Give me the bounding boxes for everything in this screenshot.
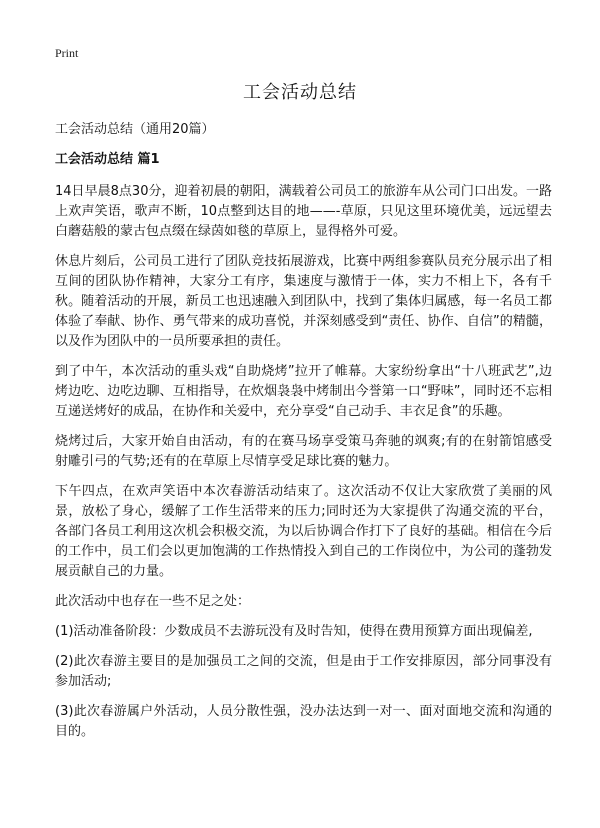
- document-body: [55, 120, 552, 752]
- paragraph-9: (3)此次春游属户外活动，人员分散性强，没办法达到一对一、面对面地交流和沟通的目的。: [55, 704, 552, 739]
- paragraph-8: (2)此次春游主要目的是加强员工之间的交流，但是由于工作安排原因，部分同事没有参加活动;: [55, 654, 552, 689]
- document-subtitle: 工会活动总结（通用20篇）: [55, 122, 215, 137]
- document-title: 工会活动总结: [243, 82, 357, 103]
- print-label: Print: [55, 46, 79, 60]
- section-heading: 工会活动总结 篇1: [55, 152, 160, 167]
- paragraph-6: 此次活动中也存在一些不足之处：: [55, 594, 251, 609]
- paragraph-5: 下午四点，在欢声笑语中本次春游活动结束了。这次活动不仅让大家欣赏了美丽的风景，放松了身心，缓解了工作生活带来的压力;同时还为大家提供了沟通交流的平台，各部门各员工利用这次机会积极交流，为以后协调合作打下了良好的基础。相信在今后的工作中，员工们会以更加饱满的工作热情投入到自己的工作岗位中，为公司的蓬勃发展贡献自己的力量。: [55, 484, 552, 579]
- paragraph-2: 休息片刻后，公司员工进行了团队竞技拓展游戏，比赛中两组参赛队员充分展示出了相互间的团队协作精神，大家分工有序，集速度与激情于一体，实力不相上下，各有千秋。随着活动的开展，新员工也迅速融入到团队中，找到了集体归属感，每一名员工都体验了奉献、协作、勇气带来的成功喜悦，并深刻感受到“责任、协作、自信”的精髓，以及作为团队中的一员所要承担的责任。: [55, 254, 552, 349]
- paragraph-1: 14日早晨8点30分，迎着初晨的朝阳，满载着公司员工的旅游车从公司门口出发。一路上欢声笑语，歌声不断，10点整到达目的地——-草原，只见这里环境优美，远远望去白蘑菇般的蒙古包点缀在绿茵如毯的草原上，显得格外可爱。: [55, 184, 552, 239]
- paragraph-4: 烧烤过后，大家开始自由活动，有的在赛马场享受策马奔驰的飒爽;有的在射箭馆感受射雕引弓的气势;还有的在草原上尽情享受足球比赛的魅力。: [55, 434, 552, 469]
- paragraph-3: 到了中午，本次活动的重头戏“自助烧烤”拉开了帷幕。大家纷纷拿出“十八班武艺”,边烤边吃、边吃边聊、互相指导，在炊烟袅袅中烤制出今誉第一口“野味”，同时还不忘相互递送烤好的成品，在协作和关爱中，充分享受“自己动手、丰衣足食”的乐趣。: [55, 364, 552, 419]
- paragraph-7: (1)活动准备阶段：少数成员不去游玩没有及时告知，使得在费用预算方面出现偏差,: [55, 624, 533, 639]
